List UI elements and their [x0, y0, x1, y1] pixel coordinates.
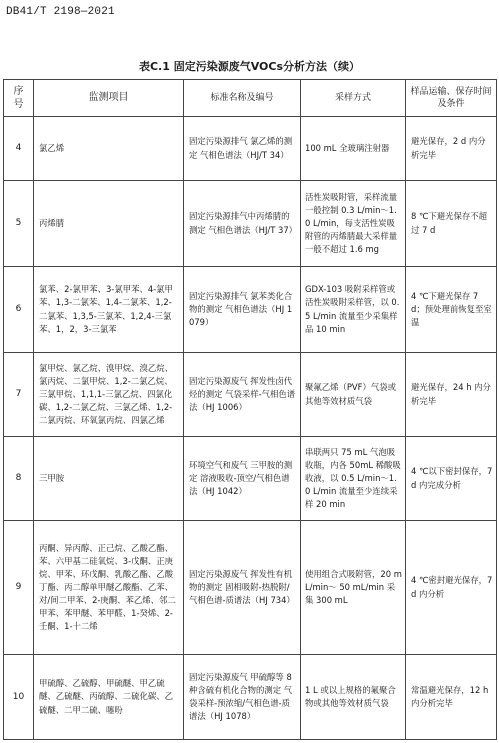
table-row: [4, 521, 497, 655]
table-row: [4, 181, 497, 267]
row-standard: 固定污染源排气 氯乙烯的测定 气相色谱法（HJ/T 34）: [184, 117, 301, 181]
row-item: 氯乙烯: [34, 117, 184, 181]
header-no: 序 号: [4, 80, 34, 117]
row-storage: 常温避光保存，12 h 内分析完毕: [406, 655, 497, 740]
table-header-row: [4, 80, 497, 117]
row-sampling: 使用组合式吸附管，20 mL/min～ 50 mL/min 采集 300 mL: [301, 521, 406, 655]
row-sampling: 聚氟乙烯（PVF）气袋或其他等效材质气袋: [301, 353, 406, 437]
row-standard: 固定污染源排气 氯苯类化合物的测定 气相色谱法（HJ 1079）: [184, 267, 301, 353]
header-storage: 样品运输、保存时间及条件: [406, 80, 497, 117]
row-standard: 固定污染源排气中丙烯腈的测定 气相色谱法（HJ/T 37）: [184, 181, 301, 267]
row-sampling: 串联两只 75 mL 气泡吸收瓶，内各 50mL 稀酸吸收液，以 0.5 L/min～1.0 L/min 流量至少连续采样 20 min: [301, 437, 406, 521]
row-sampling: 100 mL 全玻璃注射器: [301, 117, 406, 181]
row-storage: 避光保存，24 h 内分析完毕: [406, 353, 497, 437]
row-storage: 4 ℃密封避光保存，7 d 内分析: [406, 521, 497, 655]
row-item: 甲硫醇、乙硫醇、甲硫醚、甲乙硫醚、乙硫醚、丙硫醇、二硫化碳、乙硫醚、二甲二硫、噻吩: [34, 655, 184, 740]
table-row: [4, 267, 497, 353]
row-no: 6: [4, 267, 34, 353]
document-code: DB41/T 2198—2021: [6, 6, 115, 18]
header-item: 监测项目: [34, 80, 184, 117]
table-row: [4, 353, 497, 437]
table-row: [4, 655, 497, 740]
row-no: 4: [4, 117, 34, 181]
row-sampling: 1 L 或以上规格的氟聚合物或其他等效材质气袋: [301, 655, 406, 740]
row-item: 丙烯腈: [34, 181, 184, 267]
row-storage: 8 ℃下避光保存不超过 7 d: [406, 181, 497, 267]
row-sampling: 活性炭吸附管，采样流量一般控制 0.3 L/min～1.0 L/min，每支活性炭吸附管的丙烯腈最大采样量一般不超过 1.6 mg: [301, 181, 406, 267]
table-title: 表C.1 固定污染源废气VOCs分析方法（续）: [138, 60, 361, 73]
row-item: 丙酮、异丙醇、正己烷、乙酸乙酯、苯、六甲基二硅氧烷、3-戊酮、正庚烷、甲苯、环戊酮、乳酸乙酯、乙酸丁酯、丙二醇单甲醚乙酸酯、乙苯、对/间二甲苯、2-庚酮、苯乙烯、邻二甲苯、苯甲醚、苯甲醛、1-癸烯、2-壬酮、1-十二烯: [34, 521, 184, 655]
row-storage: 4 ℃下避光保存 7 d；预处理前恢复至室温: [406, 267, 497, 353]
row-no: 5: [4, 181, 34, 267]
row-no: 9: [4, 521, 34, 655]
row-standard: 固定污染源废气 挥发性有机物的测定 固相吸附-热脱附/气相色谱-质谱法（HJ 734）: [184, 521, 301, 655]
row-standard: 环境空气和废气 三甲胺的测定 溶液吸收-顶空/气相色谱法（HJ 1042）: [184, 437, 301, 521]
row-standard: 固定污染源废气 甲硫醇等 8 种含硫有机化合物的测定 气袋采样-预浓缩/气相色谱-质谱法（HJ 1078）: [184, 655, 301, 740]
row-item: 三甲胺: [34, 437, 184, 521]
header-standard: 标准名称及编号: [184, 80, 301, 117]
row-no: 8: [4, 437, 34, 521]
voc-methods-table: [3, 79, 497, 740]
table-row: [4, 117, 497, 181]
row-storage: 避光保存，2 d 内分析完毕: [406, 117, 497, 181]
row-item: 氯甲烷、氯乙烷、溴甲烷、溴乙烷、氯丙烷、二氯甲烷、1,2-二氯乙烷、三氯甲烷、1,1,1-三氯乙烷、四氯化碳、1,2-二氯乙烷、三氯乙烯、1,2-二氯丙烷、环氧氯丙烷、四氯乙烯: [34, 353, 184, 437]
row-no: 10: [4, 655, 34, 740]
row-item: 氯苯、2-氯甲苯、3-氯甲苯、4-氯甲苯、1,3-二氯苯、1,4-二氯苯、1,2-二氯苯、1,3,5-三氯苯、1,2,4-三氯苯、1，2，3-三氯苯: [34, 267, 184, 353]
row-storage: 4 ℃以下密封保存，7 d 内完成分析: [406, 437, 497, 521]
row-sampling: GDX-103 吸附采样管或活性炭吸附采样管，以 0.5 L/min 流量至少采集样品 10 min: [301, 267, 406, 353]
table-row: [4, 437, 497, 521]
header-sampling: 采样方式: [301, 80, 406, 117]
row-standard: 固定污染源废气 挥发性卤代烃的测定 气袋采样-气相色谱法（HJ 1006）: [184, 353, 301, 437]
row-no: 7: [4, 353, 34, 437]
